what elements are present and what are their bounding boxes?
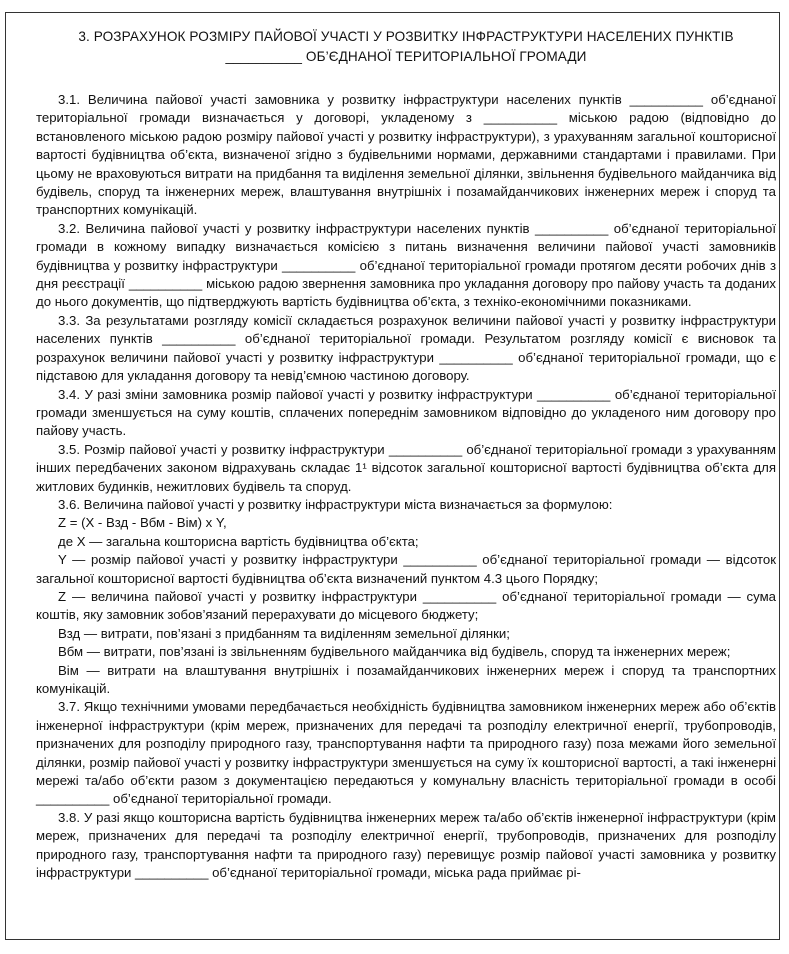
formula: Z = (Х - Взд - Вбм - Вім) х Y, <box>58 515 227 531</box>
paragraph-3-4: 3.4. У разі зміни замовника розмір пайової участі у розвитку інфраструктури __________ об’єднаної територіальної громади зменшується на суму коштів, сплачених попереднім замовником відповідно до укладеного ним договору про пайову участь. <box>36 386 776 439</box>
definition-x: де Х — загальна кошторисна вартість будівництва об’єкта; <box>58 533 419 549</box>
document-frame <box>5 12 780 940</box>
definition-y: Y — розмір пайової участі у розвитку інфраструктури __________ об’єднаної територіальної громади — відсоток загальної кошторисної вартості будівництва об’єкта визначений пунктом 4.3 цього Порядку; <box>36 552 776 586</box>
paragraph-3-7: 3.7. Якщо технічними умовами передбачається необхідність будівництва замовником інженерних мереж або об’єктів інженерної інфраструктури (крім мереж, призначених для передачі та розподілу електричної енергії, трубопроводів, призначених для розподілу природного газу, транспортування нафти та природного газу) поза межами його земельної ділянки, розмір пайової участі у розвитку інфраструктури зменшується на суму їх кошторисної вартості, а такі інженерні мережі та/або об’єкти разом з документацією передаються у комунальну власність територіальної громади в особі __________ об’єднаної територіальної громади. <box>36 699 776 807</box>
paragraph-3-3: 3.3. За результатами розгляду комісії складається розрахунок величини пайової участі у розвитку інфраструктури населених пунктів __________ об’єднаної територіальної громади. Результатом розгляду комісії є висновок та розрахунок величини пайової участі у розвитку інфраструктури __________ об’єднаної територіальної громади, що є підставою для укладання договору та невід’ємною частиною договору. <box>36 312 776 384</box>
paragraph-3-2: 3.2. Величина пайової участі у розвитку інфраструктури населених пунктів __________ об’єднаної територіальної громади в кожному випадку визначається комісією з питань визначення величини пайової участі замовників будівництва у розвитку інфраструктури __________ об’єднаної територіальної громади протягом десяти робочих днів з дня реєстрації __________ міською радою звернення замовника про укладання договору про пайову участь та доданих до нього документів, що підтверджують вартість будівництва об’єкта, з техніко-економічними показниками. <box>36 220 776 310</box>
section-title <box>36 27 776 67</box>
section-title-line-2: __________ ОБ’ЄДНАНОЇ ТЕРИТОРІАЛЬНОЇ ГРОМАДИ <box>225 49 587 64</box>
definition-vbm: Вбм — витрати, пов’язані із звільненням будівельного майданчика від будівель, споруд та інженерних мереж; <box>58 644 731 660</box>
definition-vzd: Взд — витрати, пов’язані з придбанням та виділенням земельної ділянки; <box>58 625 510 641</box>
definition-vim: Вім — витрати на влаштування внутрішніх і позамайданчикових інженерних мереж і споруд та транспортних комунікацій. <box>36 662 776 696</box>
paragraph-3-6: 3.6. Величина пайової участі у розвитку інфраструктури міста визначається за формулою: <box>58 496 613 512</box>
paragraph-3-1: 3.1. Величина пайової участі замовника у розвитку інфраструктури населених пунктів __________ об’єднаної територіальної громади визначається у договорі, укладеному з __________ міською радою (відповідно до встановленого міською радою розміру пайової участі у розвитку інфраструктури), з урахуванням загальної кошторисної вартості будівництва об’єкта, визначеної згідно з будівельними нормами, державними стандартами і правилами. При цьому не враховуються витрати на придбання та виділення земельної ділянки, звільнення будівельного майданчика від будівель, споруд та інженерних мереж, влаштування внутрішніх і позамайданчикових інженерних мереж і споруд та транспортних комунікацій. <box>36 92 776 218</box>
paragraph-3-5: 3.5. Розмір пайової участі у розвитку інфраструктури __________ об’єднаної територіальної громади з урахуванням інших передбачених законом відрахувань складає 1¹ відсоток загальної кошторисної вартості будівництва об’єкта для житлових будинків, нежитлових будівель та споруд. <box>36 441 776 494</box>
definition-z: Z — величина пайової участі у розвитку інфраструктури __________ об’єднаної територіальної громади — сума коштів, яку замовник зобов’язаний перерахувати до місцевого бюджету; <box>36 588 776 623</box>
paragraph-3-8: 3.8. У разі якщо кошторисна вартість будівництва інженерних мереж та/або об’єктів інженерної інфраструктури (крім мереж, призначених для передачі та розподілу електричної енергії, трубопроводів, призначених для розподілу природного газу, транспортування нафти та природного газу) перевищує розмір пайової участі замовника у розвитку інфраструктури __________ об’єднаної територіальної громади, міська рада приймає рі- <box>36 809 776 881</box>
document-body <box>36 27 776 882</box>
section-title-line-1: 3. РОЗРАХУНОК РОЗМІРУ ПАЙОВОЇ УЧАСТІ У РОЗВИТКУ ІНФРАСТРУКТУРИ НАСЕЛЕНИХ ПУНКТІВ <box>78 29 734 44</box>
